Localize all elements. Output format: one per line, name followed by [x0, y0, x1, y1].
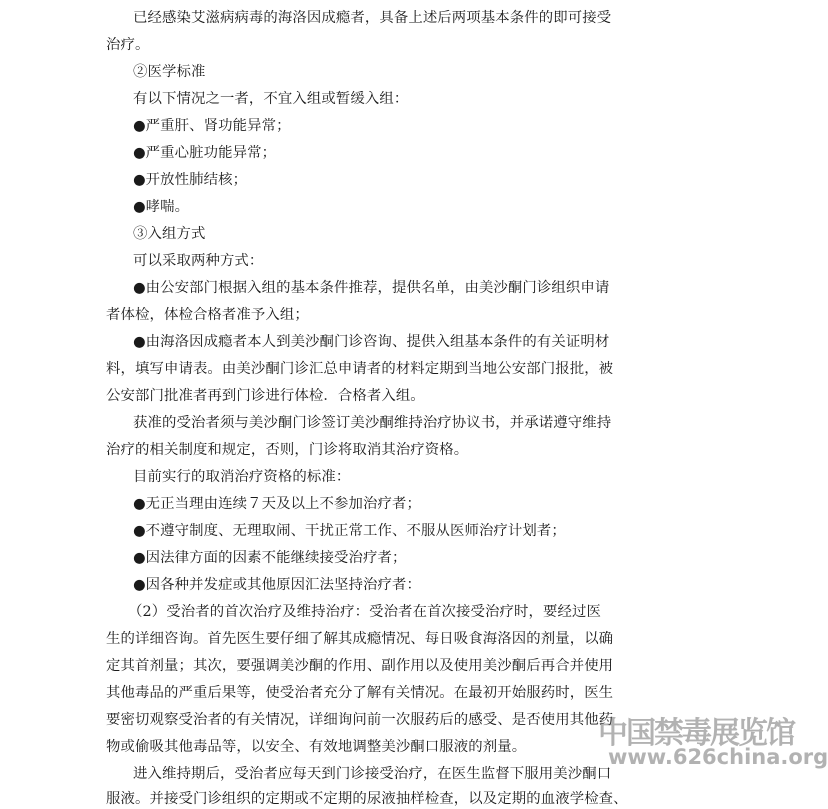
text-line: （2）受治者的首次治疗及维持治疗：受治者在首次接受治疗时，要经过医	[128, 604, 601, 620]
text-line: 可以采取两种方式：	[133, 253, 264, 269]
text-line: 者体检，体检合格者准予入组；	[106, 307, 309, 323]
section-heading: ③入组方式	[133, 226, 206, 242]
text-line: 进入维持期后，受治者应每天到门诊接受治疗，在医生监督下服用美沙酮口	[133, 766, 612, 782]
bullet-item: ●因各种并发症或其他原因汇法坚持治疗者：	[133, 577, 421, 593]
bullet-item: ●因法律方面的因素不能继续接受治疗者；	[133, 550, 407, 566]
bullet-item: ●无正当理由连续７天及以上不参加治疗者；	[133, 496, 421, 512]
section-heading: ②医学标准	[133, 64, 206, 80]
text-line: 已经感染艾滋病病毒的海洛因成瘾者，具备上述后两项基本条件的即可接受	[133, 10, 612, 26]
text-line: 要密切观察受治者的有关情况，详细询问前一次服药后的感受、是否使用其他药	[106, 712, 614, 728]
bullet-item: ●严重心脏功能异常；	[133, 145, 277, 161]
text-line: 治疗。	[106, 37, 150, 53]
bullet-item: ●由公安部门根据入组的基本条件推荐，提供名单，由美沙酮门诊组织申请	[133, 280, 610, 296]
watermark-url: www.626china.org	[608, 745, 828, 769]
text-line: 其他毒品的严重后果等，使受治者充分了解有关情况。在最初开始服药时，医生	[106, 685, 614, 701]
text-line: 获准的受治者须与美沙酮门诊签订美沙酮维持治疗协议书，并承诺遵守维持	[133, 415, 612, 431]
text-line: 生的详细咨询。首先医生要仔细了解其成瘾情况、每日吸食海洛因的剂量，以确	[106, 631, 614, 647]
bullet-item: ●哮喘。	[133, 199, 190, 215]
watermark-title: 中国禁毒展览馆	[598, 716, 794, 751]
text-line: 目前实行的取消治疗资格的标准：	[133, 469, 351, 485]
text-line: 有以下情况之一者，不宜入组或暂缓入组：	[133, 91, 409, 107]
bullet-item: ●由海洛因成瘾者本人到美沙酮门诊咨询、提供入组基本条件的有关证明材	[133, 334, 610, 350]
bullet-item: ●开放性肺结核；	[133, 172, 248, 188]
text-line: 公安部门批准者再到门诊进行体检．合格者入组。	[106, 388, 425, 404]
bullet-item: ●严重肝、肾功能异常；	[133, 118, 291, 134]
text-line: 物或偷吸其他毒品等，以安全、有效地调整美沙酮口服液的剂量。	[106, 739, 527, 755]
text-line: 治疗的相关制度和规定，否则，门诊将取消其治疗资格。	[106, 442, 469, 458]
text-line: 料，填写申请表。由美沙酮门诊汇总申请者的材料定期到当地公安部门报批，被	[106, 361, 614, 377]
bullet-item: ●不遵守制度、无理取闹、干扰正常工作、不服从医师治疗计划者；	[133, 523, 566, 539]
text-line: 定其首剂量；其次，要强调美沙酮的作用、副作用以及使用美沙酮后再合并使用	[106, 658, 614, 674]
text-line: 服液。并接受门诊组织的定期或不定期的尿液抽样检查，以及定期的血液学检查、	[106, 791, 628, 807]
